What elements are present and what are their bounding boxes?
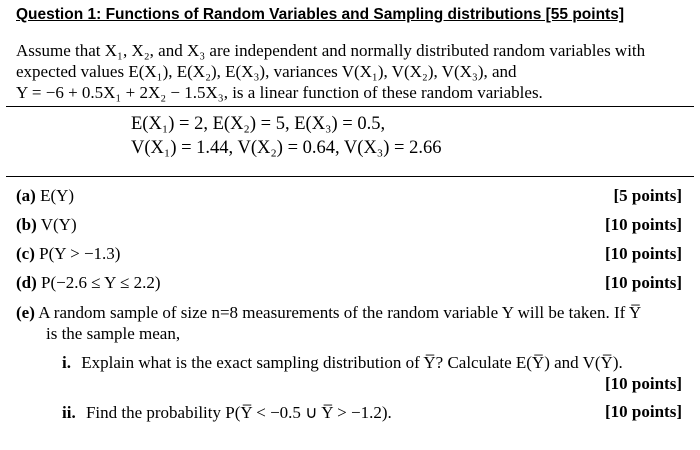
- intro-line: Y = −6 + 0.5X₁ + 2X₂ − 1.5X₃, is a linear function of these random variables.: [16, 83, 543, 102]
- sub-label: i.: [62, 353, 71, 372]
- sub-part-i: [62, 352, 623, 373]
- intro-line: expected values E(X₁), E(X₂), E(X₃), variances V(X₁), V(X₂), V(X₃), and: [16, 62, 517, 81]
- part-points: [10 points]: [605, 374, 682, 393]
- part-d: [16, 273, 682, 295]
- part-text: E(Y): [40, 186, 75, 205]
- part-label: (b): [16, 215, 37, 234]
- part-label: (d): [16, 273, 37, 292]
- part-e: [16, 302, 641, 344]
- sub-text: Find the probability P(Y̅ < −0.5 ∪ Y̅ > −1.2).: [85, 403, 392, 422]
- part-text: P(−2.6 ≤ Y ≤ 2.2): [41, 273, 161, 292]
- part-points: [10 points]: [605, 402, 682, 421]
- given-values: [131, 112, 441, 160]
- part-label: (e): [16, 303, 35, 322]
- part-b: [16, 215, 682, 237]
- part-label: (c): [16, 244, 35, 263]
- part-points: [10 points]: [605, 273, 682, 292]
- sub-label: ii.: [62, 403, 76, 422]
- question-intro: [16, 40, 692, 103]
- part-points: [10 points]: [605, 215, 682, 234]
- part-points: [5 points]: [613, 186, 682, 205]
- part-text: P(Y > −1.3): [39, 244, 121, 263]
- divider-bottom: [6, 176, 694, 177]
- part-points: [10 points]: [605, 244, 682, 263]
- given-expectations: E(X₁) = 2, E(X₂) = 5, E(X₃) = 0.5,: [131, 114, 386, 134]
- part-c: [16, 244, 682, 266]
- intro-line: Assume that X₁, X₂, and X₃ are independent and normally distributed random variables with: [16, 41, 646, 60]
- sub-part-ii-points-row: [16, 402, 682, 424]
- given-variances: V(X₁) = 1.44, V(X₂) = 0.64, V(X₃) = 2.66: [131, 138, 442, 158]
- divider-top: [6, 106, 694, 107]
- part-text: V(Y): [40, 215, 77, 234]
- sub-text: Explain what is the exact sampling distribution of Y̅? Calculate E(Y̅) and V(Y̅).: [81, 353, 623, 372]
- part-label: (a): [16, 186, 36, 205]
- question-title: Question 1: Functions of Random Variables and Sampling distributions [55 points]: [16, 6, 624, 23]
- part-a: [16, 186, 682, 208]
- part-e-text: A random sample of size n=8 measurements of the random variable Y will be taken. If Y̅: [38, 303, 642, 322]
- part-e-text-cont: is the sample mean,: [46, 324, 181, 343]
- sub-part-i-points-row: [16, 374, 682, 396]
